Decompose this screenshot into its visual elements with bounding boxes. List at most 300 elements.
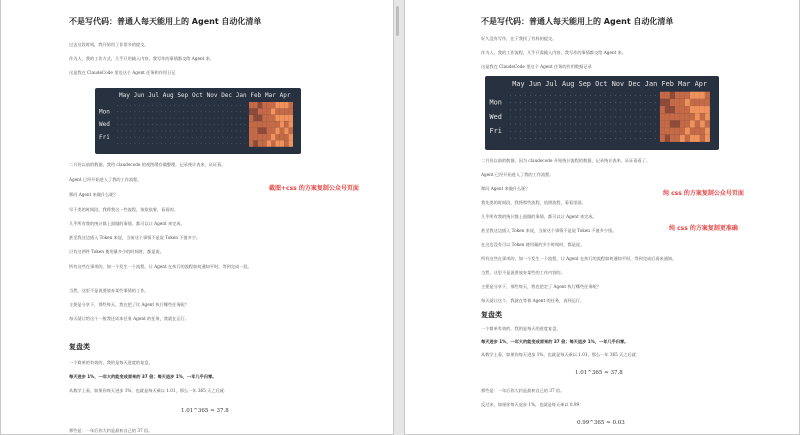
heatmap-cell: [690, 106, 695, 113]
heatmap-cell: [620, 131, 621, 132]
heatmap-cell: [179, 124, 180, 125]
heatmap-cell: [685, 106, 690, 113]
heatmap-cell: [680, 106, 685, 113]
heatmap-cell: [262, 128, 266, 134]
heatmap-cell: [130, 137, 131, 138]
heatmap-cell: [148, 105, 149, 106]
heatmap-cell: [201, 131, 202, 132]
heatmap-cell: [575, 138, 576, 139]
heatmap-cell: [196, 124, 197, 125]
heatmap-cell: [240, 111, 241, 112]
heatmap-cell: [218, 137, 219, 138]
heatmap-cell: [555, 116, 556, 117]
heatmap-cell: [284, 108, 288, 114]
heatmap-cell: [550, 109, 551, 110]
heatmap-cell: [575, 124, 576, 125]
heatmap-cell: [610, 109, 611, 110]
heatmap-cell: [130, 111, 131, 112]
heatmap-cell: [209, 131, 210, 132]
heatmap-cell: [148, 124, 149, 125]
emphasis-line: 每天进步 1%，一年大约能变成原来的 37 倍；每天退步 1%，一年几乎归零。: [69, 374, 217, 379]
heatmap-cell: [655, 102, 656, 103]
heatmap-cell: [240, 137, 241, 138]
heatmap-cell: [630, 109, 631, 110]
heatmap-cell: [550, 131, 551, 132]
heatmap-cell: [595, 102, 596, 103]
heatmap-cell: [605, 138, 606, 139]
heatmap-cell: [130, 143, 131, 144]
heatmap-cell: [510, 138, 511, 139]
heatmap-cell: [555, 102, 556, 103]
heatmap-cell: [675, 92, 680, 99]
heatmap-cell: [680, 135, 685, 142]
heatmap-cell: [635, 95, 636, 96]
body-line: 二月份以前的数据，我用 claudecode 的视图缓存做整理，记录统计表来，证证看。: [69, 162, 226, 167]
heatmap-cell: [249, 128, 253, 134]
body-line: 只有这两件 Token 使用量多少的时间时，都是说。: [69, 249, 164, 254]
heatmap-cell: [515, 102, 516, 103]
heatmap-cell: [152, 124, 153, 125]
heatmap-cell: [550, 95, 551, 96]
heatmap-cell: [515, 138, 516, 139]
heatmap-cell: [590, 116, 591, 117]
heatmap-cell: [152, 105, 153, 106]
heatmap-cell: [262, 134, 266, 140]
heatmap-cell: [139, 131, 140, 132]
heatmap-month-label: Apr: [694, 80, 708, 89]
heatmap-cell: [161, 131, 162, 132]
heatmap-cell: [685, 120, 690, 127]
heatmap-cell: [135, 137, 136, 138]
heatmap-cell: [227, 143, 228, 144]
heatmap-cell: [625, 138, 626, 139]
heatmap-cell: [675, 106, 680, 113]
heatmap-cell: [214, 143, 215, 144]
heatmap-cell: [157, 131, 158, 132]
heatmap-cell: [275, 121, 279, 127]
intro-line: 过去这段时间，我开始用了非常多的提交。: [69, 42, 149, 47]
heatmap-cell: [205, 137, 206, 138]
heatmap-month-label: Oct: [595, 80, 608, 89]
heatmap-cell: [152, 137, 153, 138]
heatmap-cell: [289, 121, 293, 127]
heatmap-cell: [157, 111, 158, 112]
heatmap-cell: [615, 131, 616, 132]
heatmap-cell: [615, 102, 616, 103]
heatmap-cell: [289, 102, 293, 108]
heatmap-cell: [665, 120, 670, 127]
heatmap-cell: [685, 92, 690, 99]
heatmap-cell: [165, 131, 166, 132]
heatmap-cell: [192, 137, 193, 138]
heatmap-cell: [700, 99, 705, 106]
heatmap-cell: [680, 128, 685, 135]
heatmap-cell: [655, 138, 656, 139]
heatmap-cell: [580, 116, 581, 117]
heatmap-cell: [262, 140, 266, 146]
heatmap-cell: [192, 118, 193, 119]
heatmap-cell: [143, 111, 144, 112]
heatmap-cell: [620, 109, 621, 110]
heatmap-cell: [258, 128, 262, 134]
heatmap-cell: [275, 102, 279, 108]
heatmap-cell: [650, 95, 651, 96]
heatmap-month-label: May: [512, 80, 525, 89]
heatmap-cell: [530, 131, 531, 132]
heatmap-cell: [267, 128, 271, 134]
heatmap-cell: [192, 124, 193, 125]
heatmap-cell: [540, 131, 541, 132]
calc-line: 从数学上看，如果你每天进步 1%，也就是每天乘以 1.01，那么一年 365 天之后就：: [69, 388, 229, 393]
heatmap-cell: [605, 109, 606, 110]
heatmap-cell: [231, 131, 232, 132]
heatmap-day-label: Wed: [489, 112, 502, 121]
heatmap-cell: [620, 95, 621, 96]
heatmap-cell: [267, 102, 271, 108]
heatmap-cell: [183, 137, 184, 138]
heatmap-cell: [570, 138, 571, 139]
heatmap-cell: [245, 131, 246, 132]
heatmap-cell: [236, 131, 237, 132]
heatmap-cell: [275, 128, 279, 134]
heatmap-cell: [645, 124, 646, 125]
heatmap-cell: [575, 95, 576, 96]
body-line: 所有这些在事项的，如一个发生一个流程，让 Agent 在执行的流程如何通知平时，等到完成一段。: [69, 264, 252, 269]
section-heading: 复盘类: [481, 311, 502, 319]
heatmap-cell: [550, 102, 551, 103]
heatmap-cell: [157, 105, 158, 106]
heatmap-cell: [705, 120, 710, 127]
heatmap-cell: [201, 137, 202, 138]
heatmap-cell: [223, 118, 224, 119]
heatmap-cell: [510, 116, 511, 117]
heatmap-cell: [130, 105, 131, 106]
heatmap-cell: [610, 116, 611, 117]
heatmap-cell: [585, 124, 586, 125]
article-title: 不是写代码：普通人每天能用上的 Agent 自动化清单: [69, 17, 262, 26]
heatmap-day-label: Fri: [99, 134, 110, 141]
heatmap-cell: [675, 113, 680, 120]
heatmap-cell: [121, 143, 122, 144]
heatmap-month-label: Aug: [162, 92, 174, 99]
heatmap-cell: [620, 138, 621, 139]
heatmap-cell: [161, 124, 162, 125]
heatmap-cell: [148, 118, 149, 119]
heatmap-cell: [690, 113, 695, 120]
heatmap-month-label: Jun: [528, 80, 542, 89]
heatmap-cell: [555, 138, 556, 139]
heatmap-cell: [625, 124, 626, 125]
heatmap-cell: [635, 102, 636, 103]
heatmap-cell: [535, 116, 536, 117]
heatmap-graphic: [95, 88, 301, 154]
heatmap-cell: [530, 116, 531, 117]
heatmap-month-label: Jul: [148, 92, 160, 99]
heatmap-cell: [595, 138, 596, 139]
heatmap-cell: [214, 131, 215, 132]
heatmap-cell: [570, 109, 571, 110]
heatmap-cell: [174, 111, 175, 112]
heatmap-cell: [117, 131, 118, 132]
heatmap-cell: [645, 131, 646, 132]
heatmap-month-label: Jul: [545, 80, 558, 89]
formula: 1.01^365 ≈ 37.8: [575, 370, 623, 376]
heatmap-cell: [209, 124, 210, 125]
calc-line: 从数学上看，如果你每天进步 1%，也就是每天乘以 1.01，那么一年 365 天之后就：: [481, 352, 641, 357]
heatmap-cell: [690, 135, 695, 142]
heatmap-cell: [218, 131, 219, 132]
heatmap-cell: [117, 118, 118, 119]
heatmap-cell: [284, 134, 288, 140]
heatmap-cell: [620, 124, 621, 125]
heatmap-cell: [249, 134, 253, 140]
heatmap-cell: [520, 95, 521, 96]
heatmap-cell: [630, 102, 631, 103]
heatmap-cell: [705, 113, 710, 120]
heatmap-cell: [187, 105, 188, 106]
heatmap-cell: [227, 105, 228, 106]
heatmap-cell: [121, 118, 122, 119]
heatmap-cell: [196, 131, 197, 132]
heatmap-cell: [520, 138, 521, 139]
heatmap-cell: [192, 143, 193, 144]
heatmap-cell: [165, 124, 166, 125]
heatmap-cell: [183, 118, 184, 119]
heatmap-cell: [245, 111, 246, 112]
heatmap-cell: [240, 118, 241, 119]
heatmap-cell: [174, 118, 175, 119]
body-line: 甚至我这边插入 Token 来说，当前这个事情不是说 Token 不值多少钱。: [481, 228, 617, 233]
heatmap-cell: [700, 128, 705, 135]
heatmap-cell: [192, 105, 193, 106]
heatmap-cell: [249, 102, 253, 108]
heatmap-cell: [630, 95, 631, 96]
heatmap-cell: [179, 137, 180, 138]
heatmap-cell: [645, 109, 646, 110]
heatmap-cell: [625, 131, 626, 132]
heatmap-cell: [525, 131, 526, 132]
heatmap-cell: [223, 137, 224, 138]
heatmap-month-label: Feb: [661, 80, 674, 89]
heatmap-cell: [600, 95, 601, 96]
heatmap-cell: [231, 137, 232, 138]
heatmap-cell: [240, 124, 241, 125]
heatmap-cell: [630, 116, 631, 117]
heatmap-cell: [245, 124, 246, 125]
heatmap-cell: [214, 137, 215, 138]
heatmap-cell: [690, 120, 695, 127]
body-line: 早于类的时间段，我将我这一些流程，依依依着，看看的。: [69, 207, 178, 212]
heatmap-cell: [152, 143, 153, 144]
heatmap-cell: [157, 137, 158, 138]
heatmap-cell: [192, 111, 193, 112]
heatmap-cell: [179, 131, 180, 132]
heatmap-cell: [550, 116, 551, 117]
heatmap-cell: [165, 143, 166, 144]
heatmap-cell: [620, 116, 621, 117]
heatmap-cell: [196, 137, 197, 138]
heatmap-cell: [143, 105, 144, 106]
heatmap-cell: [117, 137, 118, 138]
heatmap-cell: [640, 102, 641, 103]
heatmap-cell: [590, 109, 591, 110]
heatmap-cell: [530, 102, 531, 103]
body-line: 当然，这里不是说要放弃某些的工作内容的。: [481, 270, 565, 275]
heatmap-cell: [161, 137, 162, 138]
body-line: 甚至我这边插入 Token 来说，当前这个事情不是说 Token 不值多少。: [69, 235, 201, 240]
tail-line: 那些是：一年后你大约是最初自己的 37 倍。: [481, 388, 565, 393]
heatmap-cell: [289, 108, 293, 114]
heatmap-month-label: Feb: [250, 92, 262, 99]
heatmap-cell: [570, 131, 571, 132]
heatmap-cell: [121, 124, 122, 125]
heatmap-cell: [585, 138, 586, 139]
tail-line: 那些是：一年后你大约是最初自己的 37 倍。: [69, 428, 153, 433]
heatmap-cell: [645, 116, 646, 117]
heatmap-cell: [284, 115, 288, 121]
heatmap-cell: [560, 116, 561, 117]
heatmap-cell: [695, 120, 700, 127]
heatmap-cell: [249, 108, 253, 114]
heatmap-cell: [580, 131, 581, 132]
heatmap-cell: [262, 121, 266, 127]
heatmap-cell: [605, 124, 606, 125]
heatmap-cell: [560, 109, 561, 110]
heatmap-cell: [258, 115, 262, 121]
heatmap-cell: [139, 143, 140, 144]
heatmap-cell: [262, 115, 266, 121]
heatmap-cell: [535, 124, 536, 125]
heatmap-cell: [660, 135, 665, 142]
heatmap-cell: [560, 131, 561, 132]
heatmap-cell: [218, 124, 219, 125]
heatmap-cell: [510, 95, 511, 96]
heatmap-cell: [570, 116, 571, 117]
heatmap-cell: [245, 137, 246, 138]
heatmap-cell: [245, 143, 246, 144]
heatmap-cell: [595, 124, 596, 125]
heatmap-cell: [161, 105, 162, 106]
heatmap-cell: [600, 109, 601, 110]
heatmap-day-label: Mon: [99, 108, 110, 116]
heatmap-cell: [670, 120, 675, 127]
heatmap-cell: [580, 95, 581, 96]
heatmap-cell: [209, 111, 210, 112]
heatmap-cell: [165, 105, 166, 106]
heatmap-cell: [635, 116, 636, 117]
heatmap-cell: [630, 131, 631, 132]
heatmap-cell: [610, 124, 611, 125]
heatmap-cell: [135, 143, 136, 144]
heatmap-cell: [670, 135, 675, 142]
heatmap-cell: [575, 102, 576, 103]
heatmap-cell: [660, 120, 665, 127]
heatmap-cell: [253, 134, 257, 140]
heatmap-cell: [152, 118, 153, 119]
heatmap-cell: [280, 108, 284, 114]
body-line: 每天就让这个，我就在等着 Agent 的任务，再到运行。: [481, 298, 585, 303]
heatmap-cell: [174, 105, 175, 106]
heatmap-cell: [253, 121, 257, 127]
body-line: 二月份以前的数据，因为 claudecode 开始统计流程的数据，记录统计表来，证证看看了。: [481, 158, 651, 163]
heatmap-cell: [121, 111, 122, 112]
heatmap-cell: [510, 109, 511, 110]
heatmap-cell: [183, 105, 184, 106]
heatmap-cell: [680, 113, 685, 120]
heatmap-cell: [231, 111, 232, 112]
heatmap-cell: [165, 137, 166, 138]
heatmap-cell: [695, 92, 700, 99]
heatmap-cell: [695, 128, 700, 135]
heatmap-cell: [170, 111, 171, 112]
emphasis-line: 每天进步 1%，一年大约能变成原来的 37 倍；每天退步 1%，一年几乎归零。: [481, 339, 629, 344]
heatmap-cell: [650, 124, 651, 125]
heatmap-cell: [187, 143, 188, 144]
heatmap-cell: [565, 124, 566, 125]
heatmap-cell: [240, 131, 241, 132]
heatmap-cell: [143, 137, 144, 138]
heatmap-cell: [201, 143, 202, 144]
heatmap-month-label: Dec: [221, 92, 233, 99]
heatmap-cell: [560, 124, 561, 125]
heatmap-month-label: Jun: [133, 92, 145, 99]
heatmap-cell: [161, 111, 162, 112]
heatmap-cell: [700, 135, 705, 142]
heatmap-cell: [590, 95, 591, 96]
heatmap-cell: [610, 131, 611, 132]
heatmap-cell: [275, 140, 279, 146]
heatmap-cell: [249, 121, 253, 127]
heatmap-cell: [231, 118, 232, 119]
heatmap-cell: [600, 138, 601, 139]
heatmap-cell: [253, 115, 257, 121]
heatmap-cell: [227, 131, 228, 132]
body-line: Agent 已经开始进入了我的工作流程。: [481, 172, 554, 177]
intro-line: 这是我在 ClaudeCode 里这个 Agent 任务的作用数据记录: [481, 64, 592, 69]
heatmap-cell: [590, 102, 591, 103]
heatmap-cell: [600, 131, 601, 132]
heatmap-cell: [165, 111, 166, 112]
heatmap-cell: [143, 131, 144, 132]
heatmap-month-label: Mar: [265, 92, 276, 99]
heatmap-cell: [201, 118, 202, 119]
heatmap-cell: [565, 109, 566, 110]
heatmap-cell: [205, 143, 206, 144]
heatmap-cell: [165, 118, 166, 119]
heatmap-cell: [280, 115, 284, 121]
heatmap-cell: [660, 113, 665, 120]
heatmap-cell: [205, 118, 206, 119]
heatmap-cell: [545, 116, 546, 117]
heatmap-cell: [635, 131, 636, 132]
heatmap-cell: [174, 137, 175, 138]
heatmap-cell: [126, 143, 127, 144]
heatmap-cell: [258, 108, 262, 114]
section-intro: 一个简单的有效的，我的是每天进度的复盘。: [69, 360, 153, 365]
heatmap-cell: [148, 131, 149, 132]
heatmap-cell: [205, 124, 206, 125]
heatmap-cell: [565, 102, 566, 103]
heatmap-cell: [585, 116, 586, 117]
heatmap-cell: [187, 111, 188, 112]
heatmap-cell: [520, 124, 521, 125]
body-line: 在这边没有可以 Token 使用量的多少时间时，都是说。: [481, 242, 585, 247]
heatmap-cell: [249, 115, 253, 121]
heatmap-cell: [139, 105, 140, 106]
heatmap-cell: [535, 131, 536, 132]
heatmap-cell: [231, 143, 232, 144]
heatmap-cell: [615, 95, 616, 96]
